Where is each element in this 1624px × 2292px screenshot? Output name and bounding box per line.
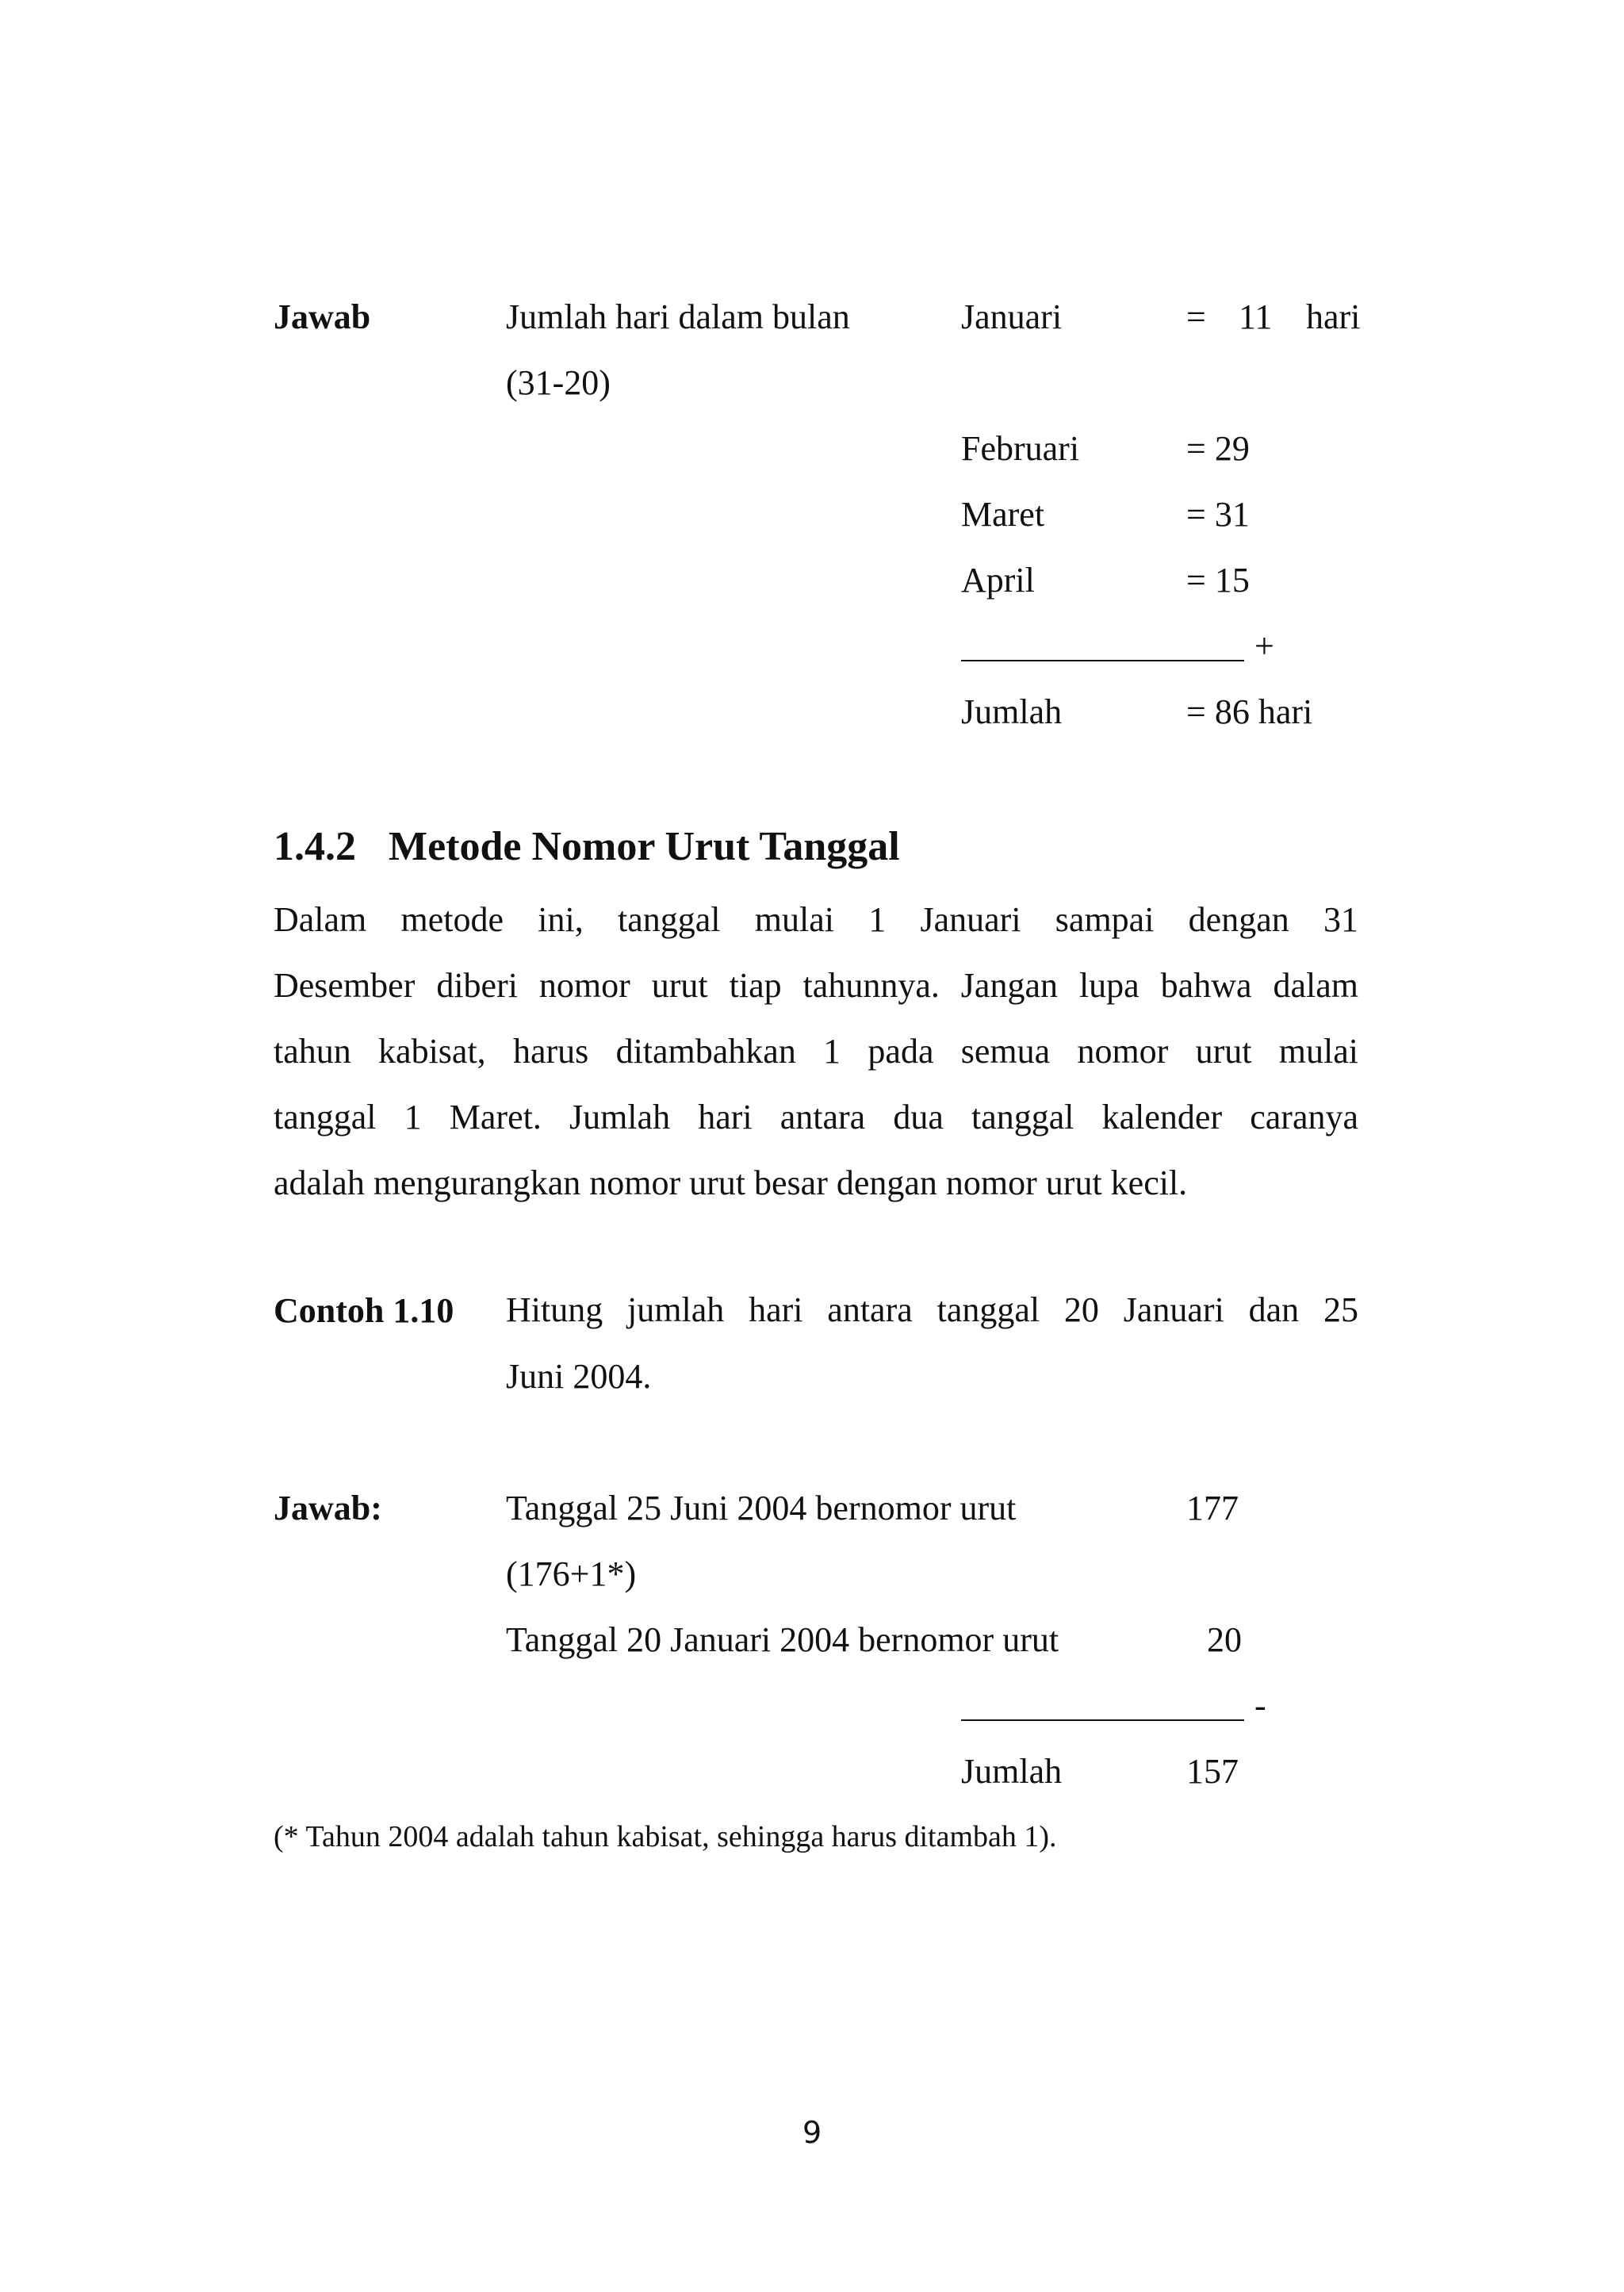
paragraph-line: tahun kabisat, harus ditambahkan 1 pada semua nomor urut mulai <box>274 1032 1358 1071</box>
month-label: Januari <box>961 297 1063 336</box>
month-label: Februari <box>961 429 1080 468</box>
answer-formula: (176+1*) <box>506 1554 637 1593</box>
answer-description-formula: (31-20) <box>506 363 611 402</box>
total-label: Jumlah <box>961 1752 1063 1791</box>
month-days-value: = 31 <box>1186 495 1250 534</box>
paragraph-line: Dalam metode ini, tanggal mulai 1 Januari sampai dengan 31 <box>274 900 1358 939</box>
section-number: 1.4.2 <box>274 824 356 869</box>
month-days-value: = 29 <box>1186 429 1250 468</box>
month-label: Maret <box>961 495 1045 534</box>
minus-operator: - <box>1254 1686 1266 1725</box>
plus-operator: + <box>1254 627 1274 665</box>
answer-description: Jumlah hari dalam bulan <box>506 297 850 336</box>
answer-label: Jawab <box>274 297 371 336</box>
paragraph-line: Desember diberi nomor urut tiap tahunnya. Jangan lupa bahwa dalam <box>274 966 1358 1005</box>
page-number: 9 <box>802 2115 822 2150</box>
example-text: Hitung jumlah hari antara tanggal 20 Januari dan 25 <box>506 1290 1358 1329</box>
example-label: Contoh 1.10 <box>274 1291 454 1330</box>
example-text: Juni 2004. <box>506 1357 652 1396</box>
difference-rule <box>961 1719 1244 1721</box>
answer-line: Tanggal 25 Juni 2004 bernomor urut <box>506 1489 1017 1527</box>
sequence-number: 177 <box>1186 1489 1239 1527</box>
sequence-number: 20 <box>1207 1620 1242 1659</box>
month-label: April <box>961 561 1035 600</box>
total-label: Jumlah <box>961 692 1063 731</box>
total-value: 157 <box>1186 1752 1239 1791</box>
month-days-value: 11 <box>1239 297 1273 336</box>
total-value: = 86 hari <box>1186 692 1313 731</box>
footnote: (* Tahun 2004 adalah tahun kabisat, sehingga harus ditambah 1). <box>274 1820 1057 1853</box>
section-title: Metode Nomor Urut Tanggal <box>389 824 900 869</box>
paragraph-line: adalah mengurangkan nomor urut besar dengan nomor urut kecil. <box>274 1163 1188 1202</box>
answer-line: Tanggal 20 Januari 2004 bernomor urut <box>506 1620 1059 1659</box>
unit-label: hari <box>1306 297 1361 336</box>
paragraph-line: tanggal 1 Maret. Jumlah hari antara dua tanggal kalender caranya <box>274 1098 1358 1136</box>
answer-label: Jawab: <box>274 1489 382 1527</box>
equals-sign: = <box>1186 297 1206 336</box>
sum-rule <box>961 660 1244 661</box>
month-days-value: = 15 <box>1186 561 1250 600</box>
